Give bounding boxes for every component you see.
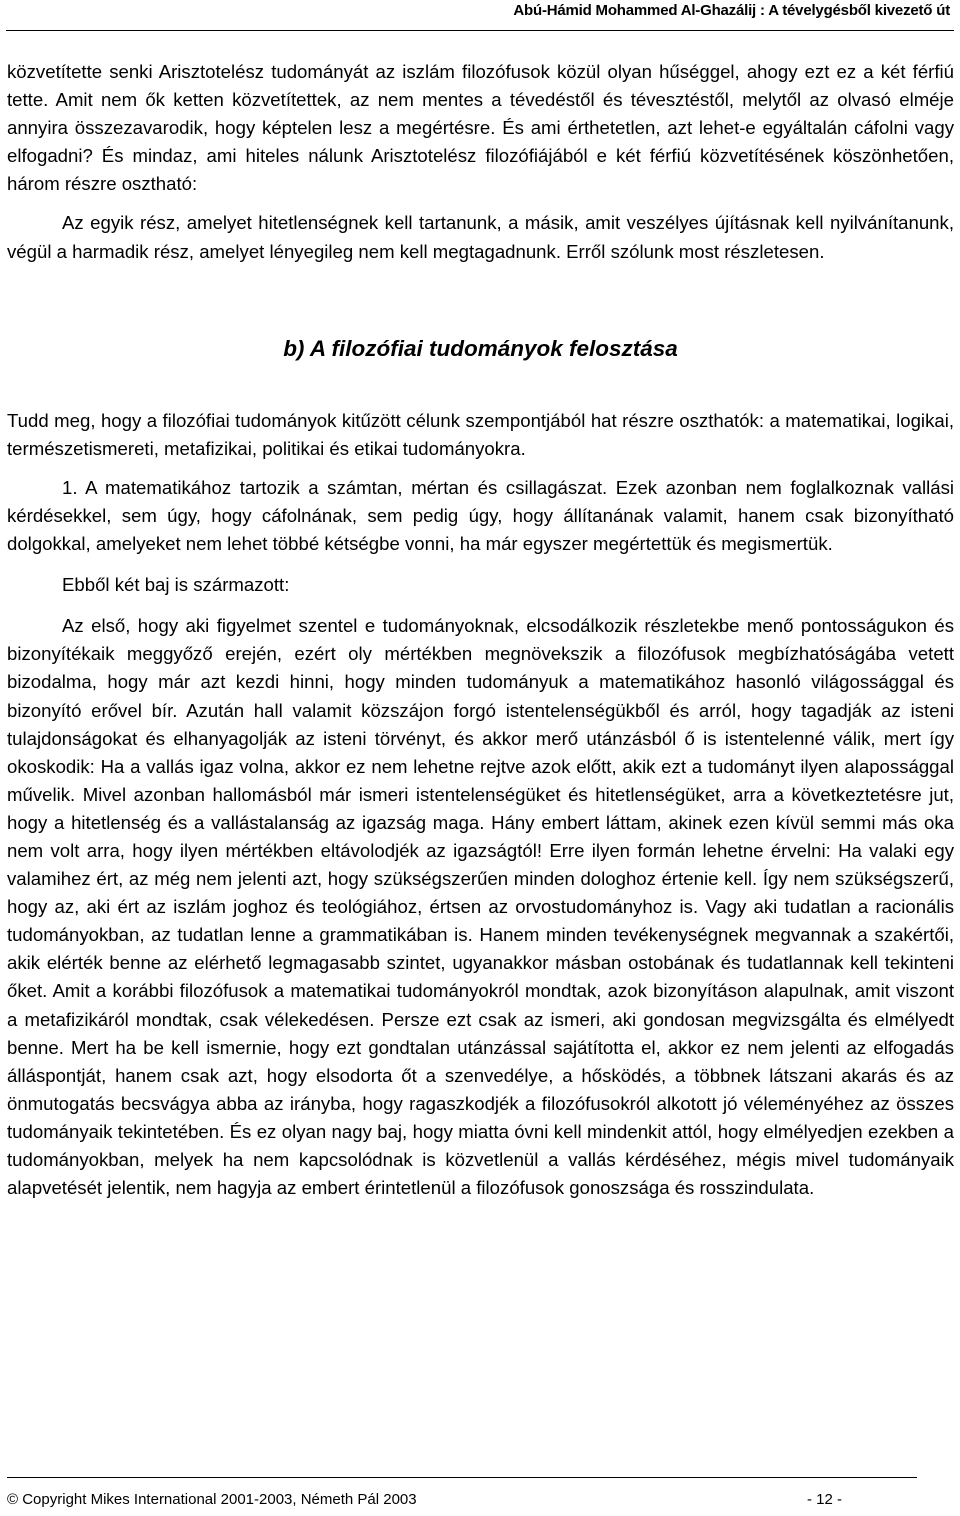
page-body [7,58,954,1202]
header-divider [6,30,954,31]
paragraph-first-harm: Az első, hogy aki figyelmet szentel e tudományoknak, elcsodálkozik részletekbe menő pontosságukon és bizonyítékaik meggyőző erején, ezért oly mértékben megnövekszik a filozófusok megbízhatóságába vetett bizodalma, hogy már azt kezdi hinni, hogy minden tudományuk a matematikához hasonló világossággal és bizonyító erővel bír. Azután hall valamit közszájon forgó istentelenségükből és arról, hogy tagadják az isteni tulajdonságokat és elhanyagolják az isteni törvényt, és akkor merő utánzásból ő is istentelenné válik, mert így okoskodik: Ha a vallás igaz volna, akkor ez nem lehetne rejtve azok előtt, akik ezt a tudományt ilyen alapossággal művelik. Mivel azonban hallomásból már ismeri istentelenségüket és hitetlenségüket, arra a következtetésre jut, hogy a hitetlenség és a vallástalanság az igazság maga. Hány embert láttam, akinek ezen kívül semmi más oka nem volt arra, hogy ilyen mértékben eltávolodjék az igazságtól! Erre ilyen formán lehetne érvelni: Ha valaki egy valamihez ért, az még nem jelenti azt, hogy szükségszerűen minden dologhoz értenie kell. Így nem szükségszerű, hogy az, aki ért az iszlám joghoz és teológiához, értsen az orvostudományhoz is. Vagy aki tudatlan a racionális tudományokban, az tudatlan lenne a grammatikában is. Hanem minden tevékenységnek megvannak a szakértői, akik elérték benne az elérhető legmagasabb szintet, ugyanakkor másban ostobának és tudatlannak kell tekinteni őket. Amit a korábbi filozófusok a matematikai tudományokról mondtak, azok bizonyításon alapulnak, amit viszont a metafizikáról mondtak, csak vélekedésen. Persze ezt csak az ismeri, aki gondosan megvizsgálta és elmélyedt benne. Mert ha be kell ismernie, hogy ezt gondtalan utánzással sajátította el, akkor ez nem jelenti az elfogadás álláspontját, hanem csak azt, hogy elsodorta őt a szenvedélye, a hősködés, a többnek látszani akarás és az önmutogatás becsvágya abba az irányba, hogy ragaszkodjék a filozófusokról alkotott jó véleményéhez az összes tudományaik tekintetében. És ez olyan nagy baj, hogy miatta óvni kell mindenkit attól, hogy elmélyedjen ezekben a tudományokban, melyek ha nem kapcsolódnak is közvetlenül a vallás kérdéséhez, mégis mivel tudományaik alapvetését jelentik, nem hagyja az embert érintetlenül a filozófusok gonoszsága és rosszindulata. [7,615,954,1199]
copyright-notice: © Copyright Mikes International 2001-2003, Németh Pál 2003 [7,1491,417,1508]
section-heading: b) A filozófiai tudományok felosztása [283,335,678,361]
page-footer [7,1491,842,1508]
paragraph-three-parts: Az egyik rész, amelyet hitetlenségnek kell tartanunk, a másik, amit veszélyes újításnak kell nyilvánítanunk, végül a harmadik rész, amelyet lényegileg nem kell megtagadnunk. Erről szólunk most részletesen. [7,212,954,262]
footer-divider [7,1477,917,1478]
paragraph-mathematics: 1. A matematikához tartozik a számtan, mértan és csillagászat. Ezek azonban nem foglalkoznak vallási kérdésekkel, sem úgy, hogy cáfolnának, sem pedig úgy, hogy állítanának valamit, hanem csak bizonyítható dolgokkal, amelyeket nem lehet többé kétségbe vonni, ha már egyszer megértettük és megismertük. [7,476,954,555]
paragraph-continued: közvetítette senki Arisztotelész tudományát az iszlám filozófusok közül olyan hűséggel, ahogy ezt ez a két férfiú tette. Amit nem ők ketten közvetítettek, az nem mentes a tévedéstől és tévesztéstől, melytől az olvasó elméje annyira összezavarodik, hogy képtelen lesz a megértésre. És ami érthetetlen, azt lehet-e egyáltalán cáfolni vagy elfogadni? És mindaz, ami hiteles nálunk Arisztotelész filozófiájából e két férfiú közvetítésének köszönhetően, három részre osztható: [7,61,954,195]
paragraph-two-harms: Ebből két baj is származott: [62,574,290,596]
running-header: Abú-Hámid Mohammed Al-Ghazálij : A tévelygésből kivezető út [513,2,950,19]
page-number: - 12 - [806,1491,842,1508]
paragraph-six-parts: Tudd meg, hogy a filozófiai tudományok kitűzött célunk szempontjából hat részre oszthatók: a matematikai, logikai, természetismereti, metafizikai, politikai és etikai tudományokra. [7,409,954,459]
